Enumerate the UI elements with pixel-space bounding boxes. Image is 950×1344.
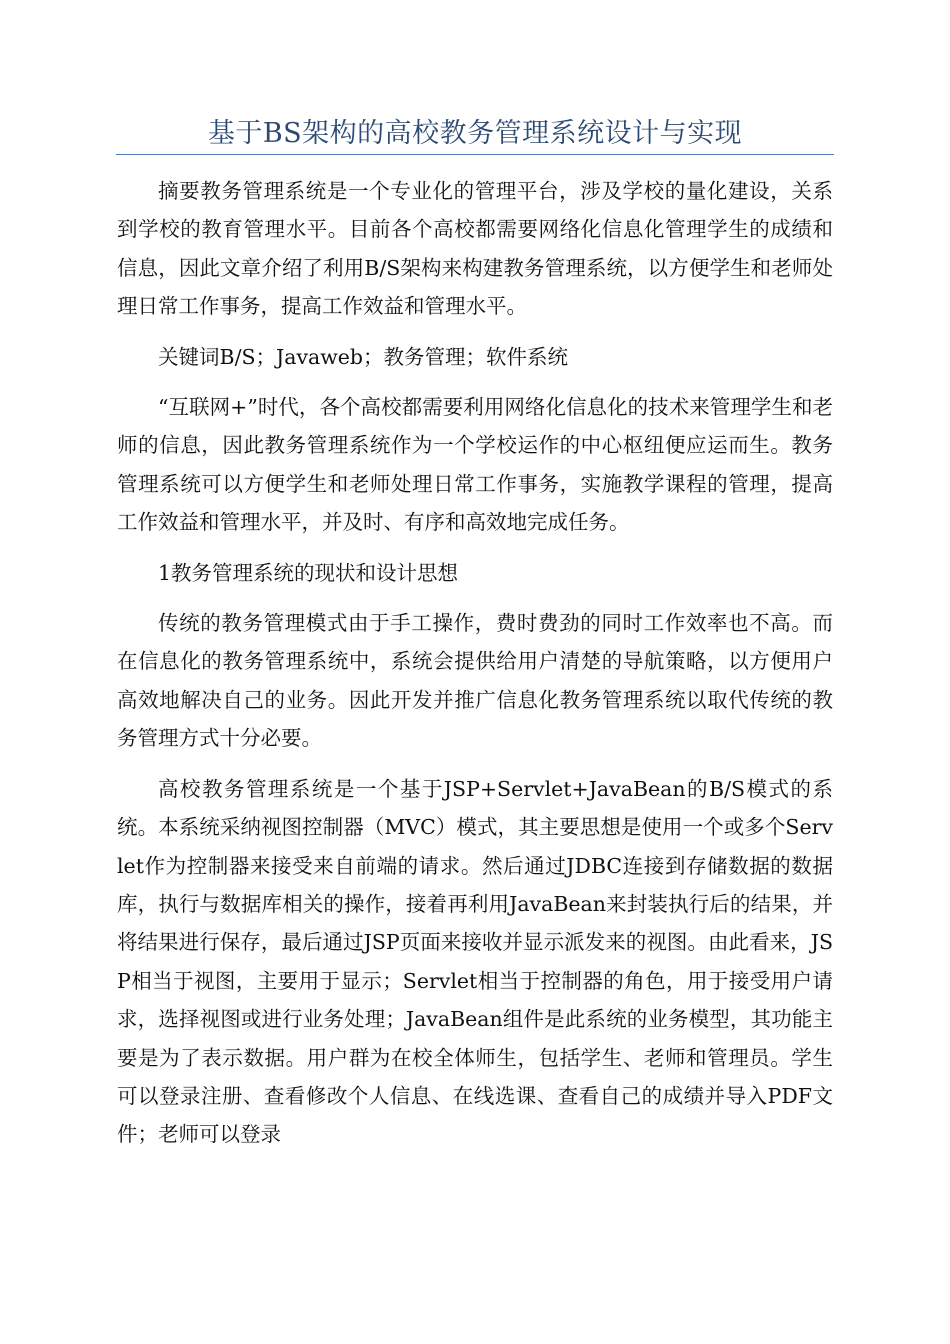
document-body xyxy=(117,172,833,1166)
title-underline xyxy=(116,154,834,155)
intro-paragraph: “互联网+”时代，各个高校都需要利用网络化信息化的技术来管理学生和老师的信息，因此教务管理系统作为一个学校运作的中心枢纽便应运而生。教务管理系统可以方便学生和老师处理日常工作事务，实施教学课程的管理，提高工作效益和管理水平，并及时、有序和高效地完成任务。 xyxy=(117,395,833,535)
abstract-paragraph: 摘要教务管理系统是一个专业化的管理平台，涉及学校的量化建设，关系到学校的教育管理水平。目前各个高校都需要网络化信息化管理学生的成绩和信息，因此文章介绍了利用B/S架构来构建教务管理系统，以方便学生和老师处理日常工作事务，提高工作效益和管理水平。 xyxy=(117,179,833,319)
section-heading: 1教务管理系统的现状和设计思想 xyxy=(158,560,459,585)
body-paragraph: 传统的教务管理模式由于手工操作，费时费劲的同时工作效率也不高。而在信息化的教务管理系统中，系统会提供给用户清楚的导航策略，以方便用户高效地解决自己的业务。因此开发并推广信息化教务管理系统以取代传统的教务管理方式十分必要。 xyxy=(117,611,833,751)
body-paragraph: 高校教务管理系统是一个基于JSP+Servlet+JavaBean的B/S模式的系统。本系统采纳视图控制器（MVC）模式，其主要思想是使用一个或多个Servlet作为控制器来接受来自前端的请求。然后通过JDBC连接到存储数据的数据库，执行与数据库相关的操作，接着再利用JavaBean来封装执行后的结果，并将结果进行保存，最后通过JSP页面来接收并显示派发来的视图。由此看来，JSP相当于视图，主要用于显示；Servlet相当于控制器的角色，用于接受用户请求，选择视图或进行业务处理；JavaBean组件是此系统的业务模型，其功能主要是为了表示数据。用户群为在校全体师生，包括学生、老师和管理员。学生可以登录注册、查看修改个人信息、在线选课、查看自己的成绩并导入PDF文件；老师可以登录 xyxy=(117,776,833,1147)
document-title: 基于BS架构的高校教务管理系统设计与实现 xyxy=(207,118,743,149)
keywords-paragraph: 关键词B/S；Javaweb；教务管理；软件系统 xyxy=(158,344,569,369)
